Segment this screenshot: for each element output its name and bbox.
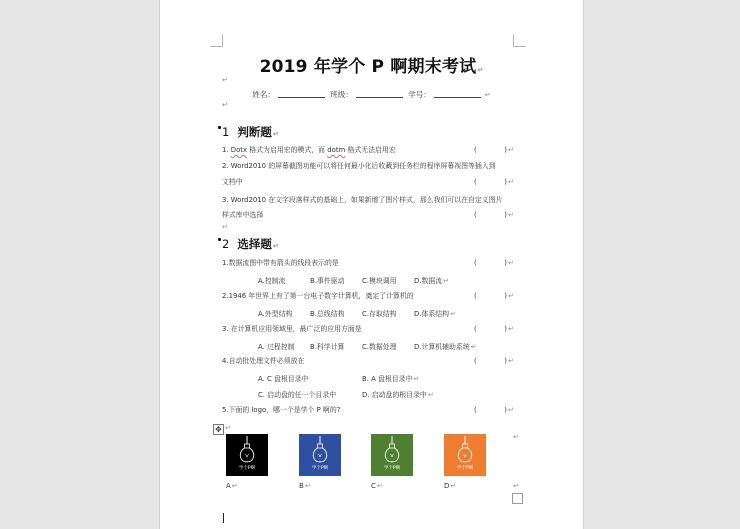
logo-text: 学个P啊 — [238, 466, 256, 471]
option-a[interactable]: A. 过程控制 — [258, 343, 295, 351]
choice-question-4[interactable]: 4.自动批处理文件必须放在 — [222, 357, 305, 365]
lightbulb-icon — [381, 436, 403, 466]
logo-label-c: C↵ — [371, 482, 383, 490]
heading-bullet — [218, 238, 221, 241]
option-d[interactable]: D.体系结构↵ — [414, 310, 456, 318]
option-d[interactable]: D. 启动盘的根目录中↵ — [362, 391, 434, 399]
section-heading-judge[interactable]: 1 判断题↵ — [222, 125, 279, 139]
judge-question-3-line1[interactable]: 3. Word2010 在文字段落样式的基础上，如果新增了图片样式，那么我们可以在自定义图片 — [222, 196, 503, 204]
answer-paren[interactable]: ( )↵ — [474, 357, 514, 365]
choice-question-1[interactable]: 1.数据流图中带有箭头的线段表示的是 — [222, 259, 339, 267]
option-b[interactable]: B.科学计算 — [310, 343, 345, 351]
paragraph-mark: ↵ — [222, 223, 228, 231]
logo-label-a: A↵ — [226, 482, 238, 490]
logo-label-d: D↵ — [444, 482, 457, 490]
logo-option-c[interactable] — [371, 434, 413, 476]
logo-option-b[interactable] — [299, 434, 341, 476]
logo-option-a[interactable] — [226, 434, 268, 476]
section-heading-choice[interactable]: 2 选择题↵ — [222, 237, 279, 251]
paragraph-mark: ↵ — [222, 101, 228, 109]
judge-question-3-line2[interactable]: 样式库中选择 — [222, 211, 264, 219]
option-b[interactable]: B.总线结构 — [310, 310, 345, 318]
paragraph-mark: ↵ — [225, 424, 231, 432]
exam-title[interactable]: 2019 年学个 P 啊期末考试↵ — [259, 57, 484, 77]
option-c[interactable]: C.数据处理 — [362, 343, 397, 351]
option-b[interactable]: B.事件驱动 — [310, 277, 345, 285]
option-a[interactable]: A.外型结构 — [258, 310, 293, 318]
logo-text: 学个P啊 — [456, 466, 474, 471]
judge-question-2-line1[interactable]: 2. Word2010 的屏幕截图功能可以将任何最小化后收藏到任务栏的程序屏幕视图等插入到 — [222, 162, 496, 170]
choice-question-5[interactable]: 5.下面的 logo，哪一个是学个 P 啊的? — [222, 406, 341, 414]
answer-paren[interactable]: ( )↵ — [474, 178, 514, 186]
lightbulb-icon — [309, 436, 331, 466]
option-c[interactable]: C. 启动盘的任一个目录中 — [258, 391, 337, 399]
judge-question-2-line2[interactable]: 文档中 — [222, 178, 243, 186]
paragraph-mark: ↵ — [513, 433, 519, 441]
answer-paren[interactable]: ( )↵ — [474, 292, 514, 300]
crop-mark-top-left — [210, 34, 223, 47]
paragraph-mark: ↵ — [513, 482, 519, 490]
document-page[interactable] — [159, 0, 584, 529]
answer-paren[interactable]: ( )↵ — [474, 406, 514, 414]
logo-option-d[interactable] — [444, 434, 486, 476]
option-c[interactable]: C.存取结构 — [362, 310, 397, 318]
judge-question-1[interactable]: 1. Dotx 格式为启用宏的模式，而 dotm 格式无法启用宏 — [222, 146, 396, 154]
option-d[interactable]: D.数据流↵ — [414, 277, 450, 285]
text-cursor — [223, 513, 224, 523]
table-resize-handle[interactable] — [512, 493, 523, 504]
table-move-handle-icon[interactable]: ✥ — [213, 424, 224, 435]
lightbulb-icon — [454, 436, 476, 466]
logo-label-b: B↵ — [299, 482, 311, 490]
option-a[interactable]: A.控制流 — [258, 277, 286, 285]
answer-paren[interactable]: ( )↵ — [474, 325, 514, 333]
lightbulb-icon — [236, 436, 258, 466]
answer-paren[interactable]: ( )↵ — [474, 211, 514, 219]
logo-text: 学个P啊 — [383, 466, 401, 471]
choice-question-3[interactable]: 3. 在计算机应用领域里，最广泛的应用方面是 — [222, 325, 362, 333]
option-a[interactable]: A. C 盘根目录中 — [258, 375, 309, 383]
student-info-line[interactable]: 姓名： 班级： 学号： ↵ — [252, 90, 491, 99]
option-c[interactable]: C.模块调用 — [362, 277, 397, 285]
paragraph-mark: ↵ — [222, 76, 228, 84]
answer-paren[interactable]: ( )↵ — [474, 146, 514, 154]
heading-bullet — [218, 126, 221, 129]
option-d[interactable]: D.计算机辅助系统↵ — [414, 343, 477, 351]
answer-paren[interactable]: ( )↵ — [474, 259, 514, 267]
option-b[interactable]: B. A 盘根目录中↵ — [362, 375, 420, 383]
logo-text: 学个P啊 — [311, 466, 329, 471]
crop-mark-top-right — [513, 34, 526, 47]
choice-question-2[interactable]: 2.1946 年世界上有了第一台电子数字计算机，奠定了计算机的 — [222, 292, 414, 300]
